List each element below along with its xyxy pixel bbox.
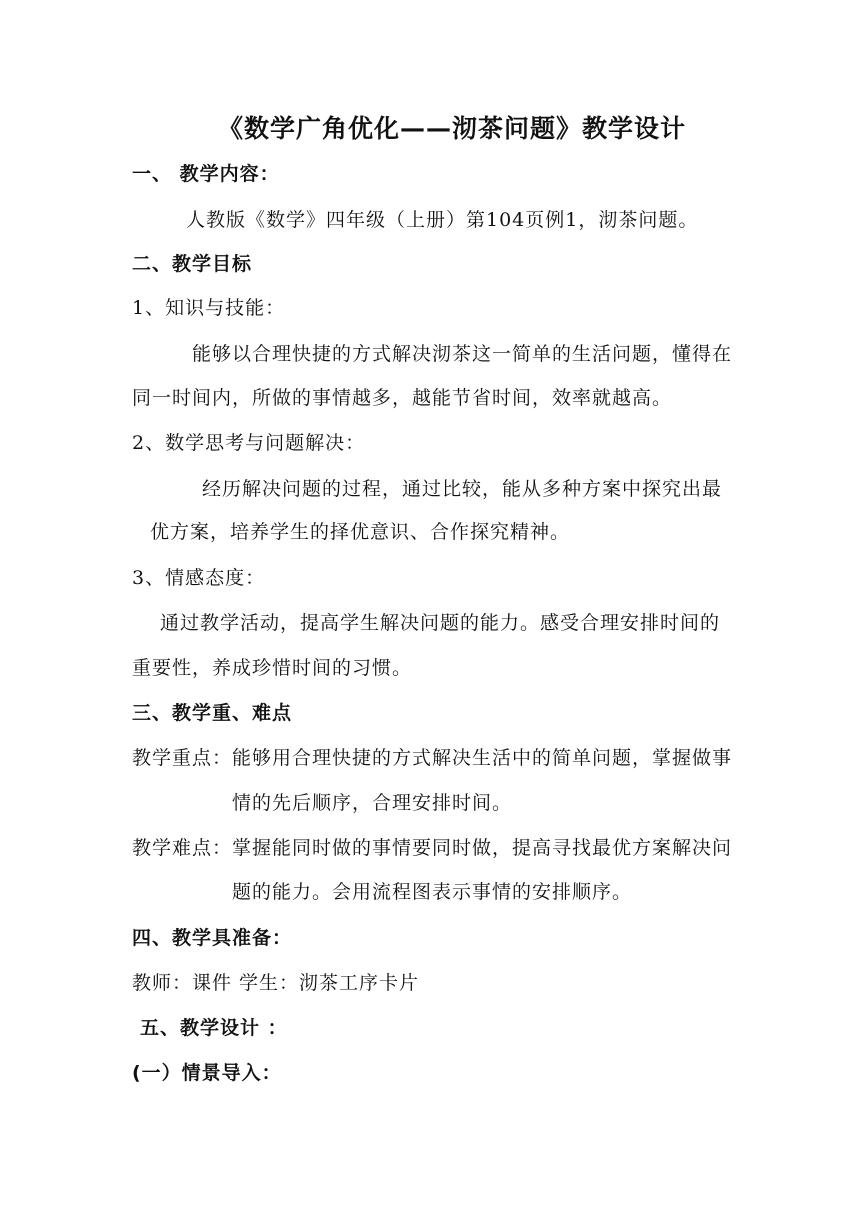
goal-2-text-line-1: 经历解决问题的过程，通过比较，能从多种方案中探究出最 [202,478,723,500]
section-5-subheading-1: (一）情景导入： [132,1062,282,1084]
goal-1-label: 1、知识与技能： [132,297,286,319]
document-title: 《数学广角优化——沏茶问题》教学设计 [218,114,687,143]
section-1-body: 人教版《数学》四年级（上册）第104页例1，沏茶问题。 [186,209,699,231]
difficult-point-line-2: 题的能力。会用流程图表示事情的安排顺序。 [232,881,633,903]
goal-2-label: 2、数学思考与问题解决： [132,432,366,454]
goal-3-label: 3、情感态度： [132,567,266,589]
section-3-heading: 三、教学重、难点 [132,702,293,724]
section-4-heading: 四、教学具准备： [132,927,293,949]
section-1-heading: 一、 教学内容： [132,163,280,185]
goal-1-text-line-2: 同一时间内，所做的事情越多，越能节省时间，效率就越高。 [132,387,673,409]
section-2-heading: 二、教学目标 [132,253,253,275]
section-5-heading: 五、教学设计 ： [140,1017,288,1039]
goal-1-text-line-1: 能够以合理快捷的方式解决沏茶这一简单的生活问题，懂得在 [192,343,733,365]
goal-3-text-line-2: 重要性，养成珍惜时间的习惯。 [132,657,413,679]
goal-3-text-line-1: 通过教学活动，提高学生解决问题的能力。感受合理安排时间的 [160,612,721,634]
key-point-line-2: 情的先后顺序，合理安排时间。 [232,792,513,814]
section-4-body: 教师：课件 学生：沏茶工序卡片 [132,972,420,994]
goal-2-text-line-2: 优方案，培养学生的择优意识、合作探究精神。 [150,521,571,543]
key-point-line-1: 教学重点：能够用合理快捷的方式解决生活中的简单问题，掌握做事 [132,747,733,769]
difficult-point-line-1: 教学难点：掌握能同时做的事情要同时做，提高寻找最优方案解决问 [132,837,733,859]
